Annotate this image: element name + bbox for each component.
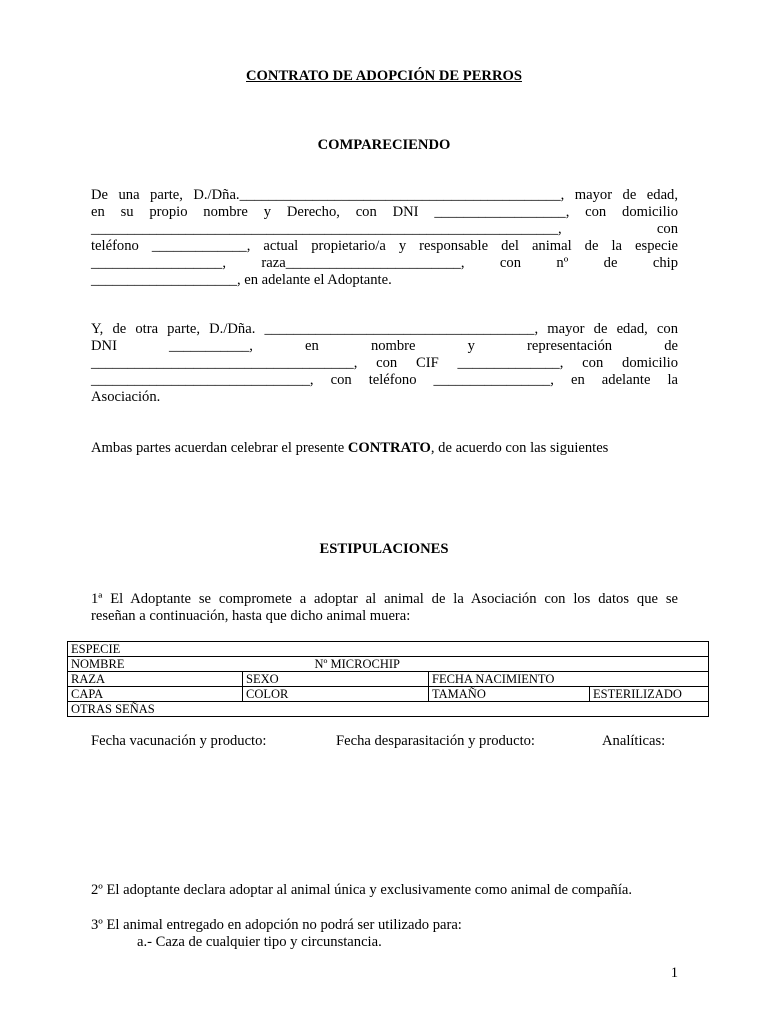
document-title: CONTRATO DE ADOPCIÓN DE PERROS	[246, 68, 522, 84]
clause-2: 2º El adoptante declara adoptar al animal única y exclusivamente como animal de compañía.	[91, 882, 633, 898]
adoptante-line-2: en su propio nombre y Derecho, con DNI __________________, con domicilio	[91, 204, 678, 220]
clause-3: 3º El animal entregado en adopción no podrá ser utilizado para:	[91, 917, 462, 933]
adoptante-paragraph	[91, 187, 678, 289]
table-row	[68, 702, 709, 717]
esterilizado-cell[interactable]	[590, 687, 709, 702]
adoptante-line-6: ____________________, en adelante el Adoptante.	[91, 272, 392, 288]
acuerdo-paragraph	[91, 440, 678, 457]
otras-senas-label: OTRAS SEÑAS	[71, 702, 155, 716]
especie-cell[interactable]	[68, 642, 709, 657]
analiticas-label: Analíticas:	[602, 733, 666, 749]
acuerdo-text-before: Ambas partes acuerdan celebrar el presente	[91, 440, 348, 456]
fecha-nacimiento-cell[interactable]	[429, 672, 709, 687]
color-cell[interactable]	[243, 687, 429, 702]
table-row	[68, 687, 709, 702]
asociacion-line-2: DNI ___________, en nombre y representación de	[91, 338, 678, 354]
raza-label: RAZA	[71, 672, 106, 686]
adoptante-line-4: teléfono _____________, actual propietario/a y responsable del animal de la especie	[91, 238, 678, 254]
asociacion-line-1: Y, de otra parte, D./Dña. _____________________________________, mayor de edad, con	[91, 321, 678, 337]
adoptante-line-3: ________________________________________________________________, con	[91, 221, 678, 237]
clause-1-line-2: reseñan a continuación, hasta que dicho animal muera:	[91, 608, 411, 624]
clause-1	[91, 591, 678, 625]
table-row	[68, 642, 709, 657]
especie-label: ESPECIE	[71, 642, 121, 656]
adoptante-line-5: __________________, raza________________________, con nº de chip	[91, 255, 678, 271]
fecha-vacunacion-label: Fecha vacunación y producto:	[91, 733, 267, 749]
asociacion-paragraph	[91, 321, 678, 406]
clause-3-item-a: a.- Caza de cualquier tipo y circunstancia.	[137, 934, 382, 950]
animal-data-table	[67, 641, 709, 717]
color-label: COLOR	[246, 687, 289, 701]
otras-senas-cell[interactable]	[68, 702, 709, 717]
fecha-nacimiento-label: FECHA NACIMIENTO	[432, 672, 555, 686]
asociacion-line-3: ____________________________________, con CIF ______________, con domicilio	[91, 355, 678, 371]
capa-label: CAPA	[71, 687, 104, 701]
adoptante-line-1: De una parte, D./Dña.____________________________________________, mayor de edad,	[91, 187, 678, 203]
page-number: 1	[670, 965, 678, 981]
clause-1-line-1: 1ª El Adoptante se compromete a adoptar al animal de la Asociación con los datos que se	[91, 591, 678, 607]
microchip-label: Nº MICROCHIP	[314, 657, 400, 671]
asociacion-line-5: Asociación.	[91, 389, 161, 405]
fecha-desparasitacion-label: Fecha desparasitación y producto:	[336, 733, 535, 749]
capa-cell[interactable]	[68, 687, 243, 702]
esterilizado-label: ESTERILIZADO	[593, 687, 682, 701]
table-row	[68, 657, 709, 672]
tamano-label: TAMAÑO	[432, 687, 486, 701]
nombre-label: NOMBRE	[71, 657, 125, 671]
asociacion-line-4: ______________________________, con teléfono ________________, en adelante la	[91, 372, 678, 388]
sexo-label: SEXO	[246, 672, 279, 686]
sexo-cell[interactable]	[243, 672, 429, 687]
nombre-cell[interactable]	[68, 657, 709, 672]
acuerdo-contrato-bold: CONTRATO	[347, 440, 431, 456]
table-row	[68, 672, 709, 687]
raza-cell[interactable]	[68, 672, 243, 687]
heading-compareciendo: COMPARECIENDO	[317, 137, 451, 153]
heading-estipulaciones: ESTIPULACIONES	[319, 541, 449, 557]
acuerdo-text-after: , de acuerdo con las siguientes	[430, 440, 609, 456]
tamano-cell[interactable]	[429, 687, 590, 702]
